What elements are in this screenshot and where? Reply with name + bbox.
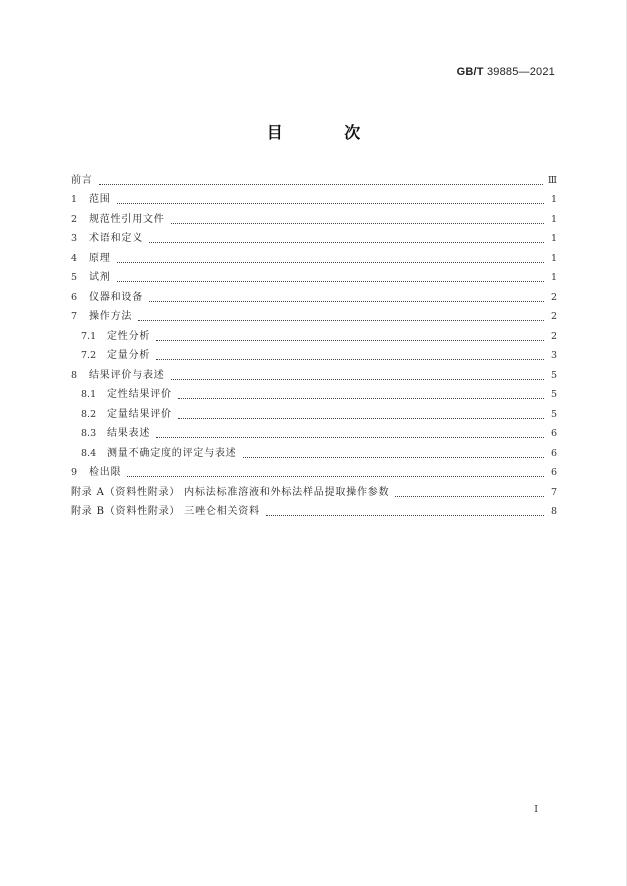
toc-entry-label: 定性分析 bbox=[107, 330, 151, 342]
toc-entry-label: 检出限 bbox=[89, 467, 122, 479]
toc-entry-number: 7.2 bbox=[81, 350, 97, 362]
toc-dot-leader bbox=[99, 183, 543, 185]
toc-entry-label: 操作方法 bbox=[89, 311, 133, 323]
toc-entry-page: 1 bbox=[550, 233, 557, 245]
toc-dot-leader bbox=[156, 358, 544, 360]
toc-entry-page: 5 bbox=[550, 389, 557, 401]
toc-entry-number: 9 bbox=[71, 467, 78, 479]
toc-entry-label: 定量结果评价 bbox=[107, 408, 172, 420]
toc-entry-number: 2 bbox=[71, 213, 78, 225]
toc-entry-label: 测量不确定度的评定与表述 bbox=[107, 447, 237, 459]
toc-entry-page: 3 bbox=[550, 350, 557, 362]
toc-dot-leader bbox=[117, 202, 544, 204]
toc-entry-page: 2 bbox=[550, 330, 557, 342]
toc-entry-page: 5 bbox=[550, 408, 557, 420]
table-of-contents bbox=[71, 171, 557, 522]
toc-entry-number: 8.2 bbox=[81, 408, 97, 420]
toc-entry-label: 结果评价与表述 bbox=[89, 369, 165, 381]
page-title: 目 次 bbox=[266, 123, 389, 142]
toc-entry[interactable] bbox=[71, 483, 557, 503]
toc-entry-label: 定性结果评价 bbox=[107, 389, 172, 401]
toc-entry[interactable] bbox=[71, 230, 557, 250]
toc-entry-number: 7.1 bbox=[81, 330, 97, 342]
toc-entry-page: 6 bbox=[550, 467, 557, 479]
toc-entry[interactable] bbox=[71, 366, 557, 386]
toc-entry-number: 8 bbox=[71, 369, 78, 381]
toc-entry-page: 7 bbox=[550, 486, 557, 498]
toc-entry[interactable] bbox=[71, 464, 557, 484]
toc-entry-label: 附录 A（资料性附录） 内标法标准溶液和外标法样品提取操作参数 bbox=[71, 486, 390, 498]
toc-entry[interactable] bbox=[71, 444, 557, 464]
page-number: Ⅰ bbox=[534, 804, 538, 815]
standard-code-prefix: GB/T bbox=[456, 66, 484, 78]
toc-dot-leader bbox=[156, 436, 544, 438]
toc-entry[interactable] bbox=[71, 171, 557, 191]
toc-dot-leader bbox=[138, 319, 544, 321]
toc-entry-label: 规范性引用文件 bbox=[89, 213, 165, 225]
toc-entry-number: 3 bbox=[71, 233, 78, 245]
toc-entry[interactable] bbox=[71, 347, 557, 367]
toc-dot-leader bbox=[171, 378, 544, 380]
toc-entry[interactable] bbox=[71, 191, 557, 211]
toc-entry-page: Ⅲ bbox=[547, 174, 557, 186]
toc-dot-leader bbox=[178, 397, 544, 399]
toc-entry[interactable] bbox=[71, 249, 557, 269]
toc-entry-number: 5 bbox=[71, 272, 78, 284]
toc-dot-leader bbox=[395, 495, 544, 497]
toc-dot-leader bbox=[117, 280, 544, 282]
toc-dot-leader bbox=[117, 261, 544, 263]
toc-entry-page: 5 bbox=[550, 369, 557, 381]
toc-dot-leader bbox=[178, 417, 544, 419]
toc-entry-number: 8.1 bbox=[81, 389, 97, 401]
toc-entry-number: 6 bbox=[71, 291, 78, 303]
standard-code-number: 39885—2021 bbox=[486, 66, 555, 78]
toc-entry-label: 原理 bbox=[89, 252, 111, 264]
toc-entry-number: 8.4 bbox=[81, 447, 97, 459]
toc-entry[interactable] bbox=[71, 210, 557, 230]
toc-entry[interactable] bbox=[71, 269, 557, 289]
toc-entry[interactable] bbox=[71, 327, 557, 347]
toc-entry-number: 1 bbox=[71, 194, 78, 206]
toc-entry-page: 2 bbox=[550, 311, 557, 323]
toc-entry-label: 术语和定义 bbox=[89, 233, 143, 245]
toc-dot-leader bbox=[171, 222, 544, 224]
toc-entry-page: 1 bbox=[550, 194, 557, 206]
toc-entry[interactable] bbox=[71, 405, 557, 425]
toc-entry-label: 前言 bbox=[71, 174, 93, 186]
toc-entry[interactable] bbox=[71, 503, 557, 523]
toc-entry-number: 8.3 bbox=[81, 428, 97, 440]
toc-dot-leader bbox=[266, 514, 544, 516]
toc-dot-leader bbox=[243, 456, 544, 458]
toc-entry-page: 1 bbox=[550, 213, 557, 225]
toc-entry-page: 1 bbox=[550, 252, 557, 264]
toc-entry-label: 附录 B（资料性附录） 三唑仑相关资料 bbox=[71, 506, 260, 518]
toc-entry-label: 定量分析 bbox=[107, 350, 151, 362]
toc-entry-page: 1 bbox=[550, 272, 557, 284]
toc-entry[interactable] bbox=[71, 425, 557, 445]
standard-code bbox=[457, 66, 555, 78]
toc-dot-leader bbox=[156, 339, 544, 341]
toc-entry[interactable] bbox=[71, 288, 557, 308]
toc-entry-page: 2 bbox=[550, 291, 557, 303]
toc-entry-label: 仪器和设备 bbox=[89, 291, 143, 303]
toc-dot-leader bbox=[149, 300, 544, 302]
toc-entry[interactable] bbox=[71, 308, 557, 328]
toc-entry-label: 试剂 bbox=[89, 272, 111, 284]
toc-entry-page: 6 bbox=[550, 428, 557, 440]
toc-entry-page: 8 bbox=[550, 506, 557, 518]
toc-entry-label: 结果表述 bbox=[107, 428, 151, 440]
toc-entry[interactable] bbox=[71, 386, 557, 406]
toc-entry-number: 7 bbox=[71, 311, 78, 323]
toc-entry-label: 范围 bbox=[89, 194, 111, 206]
toc-dot-leader bbox=[127, 475, 544, 477]
toc-entry-number: 4 bbox=[71, 252, 78, 264]
toc-dot-leader bbox=[149, 241, 544, 243]
toc-entry-page: 6 bbox=[550, 447, 557, 459]
